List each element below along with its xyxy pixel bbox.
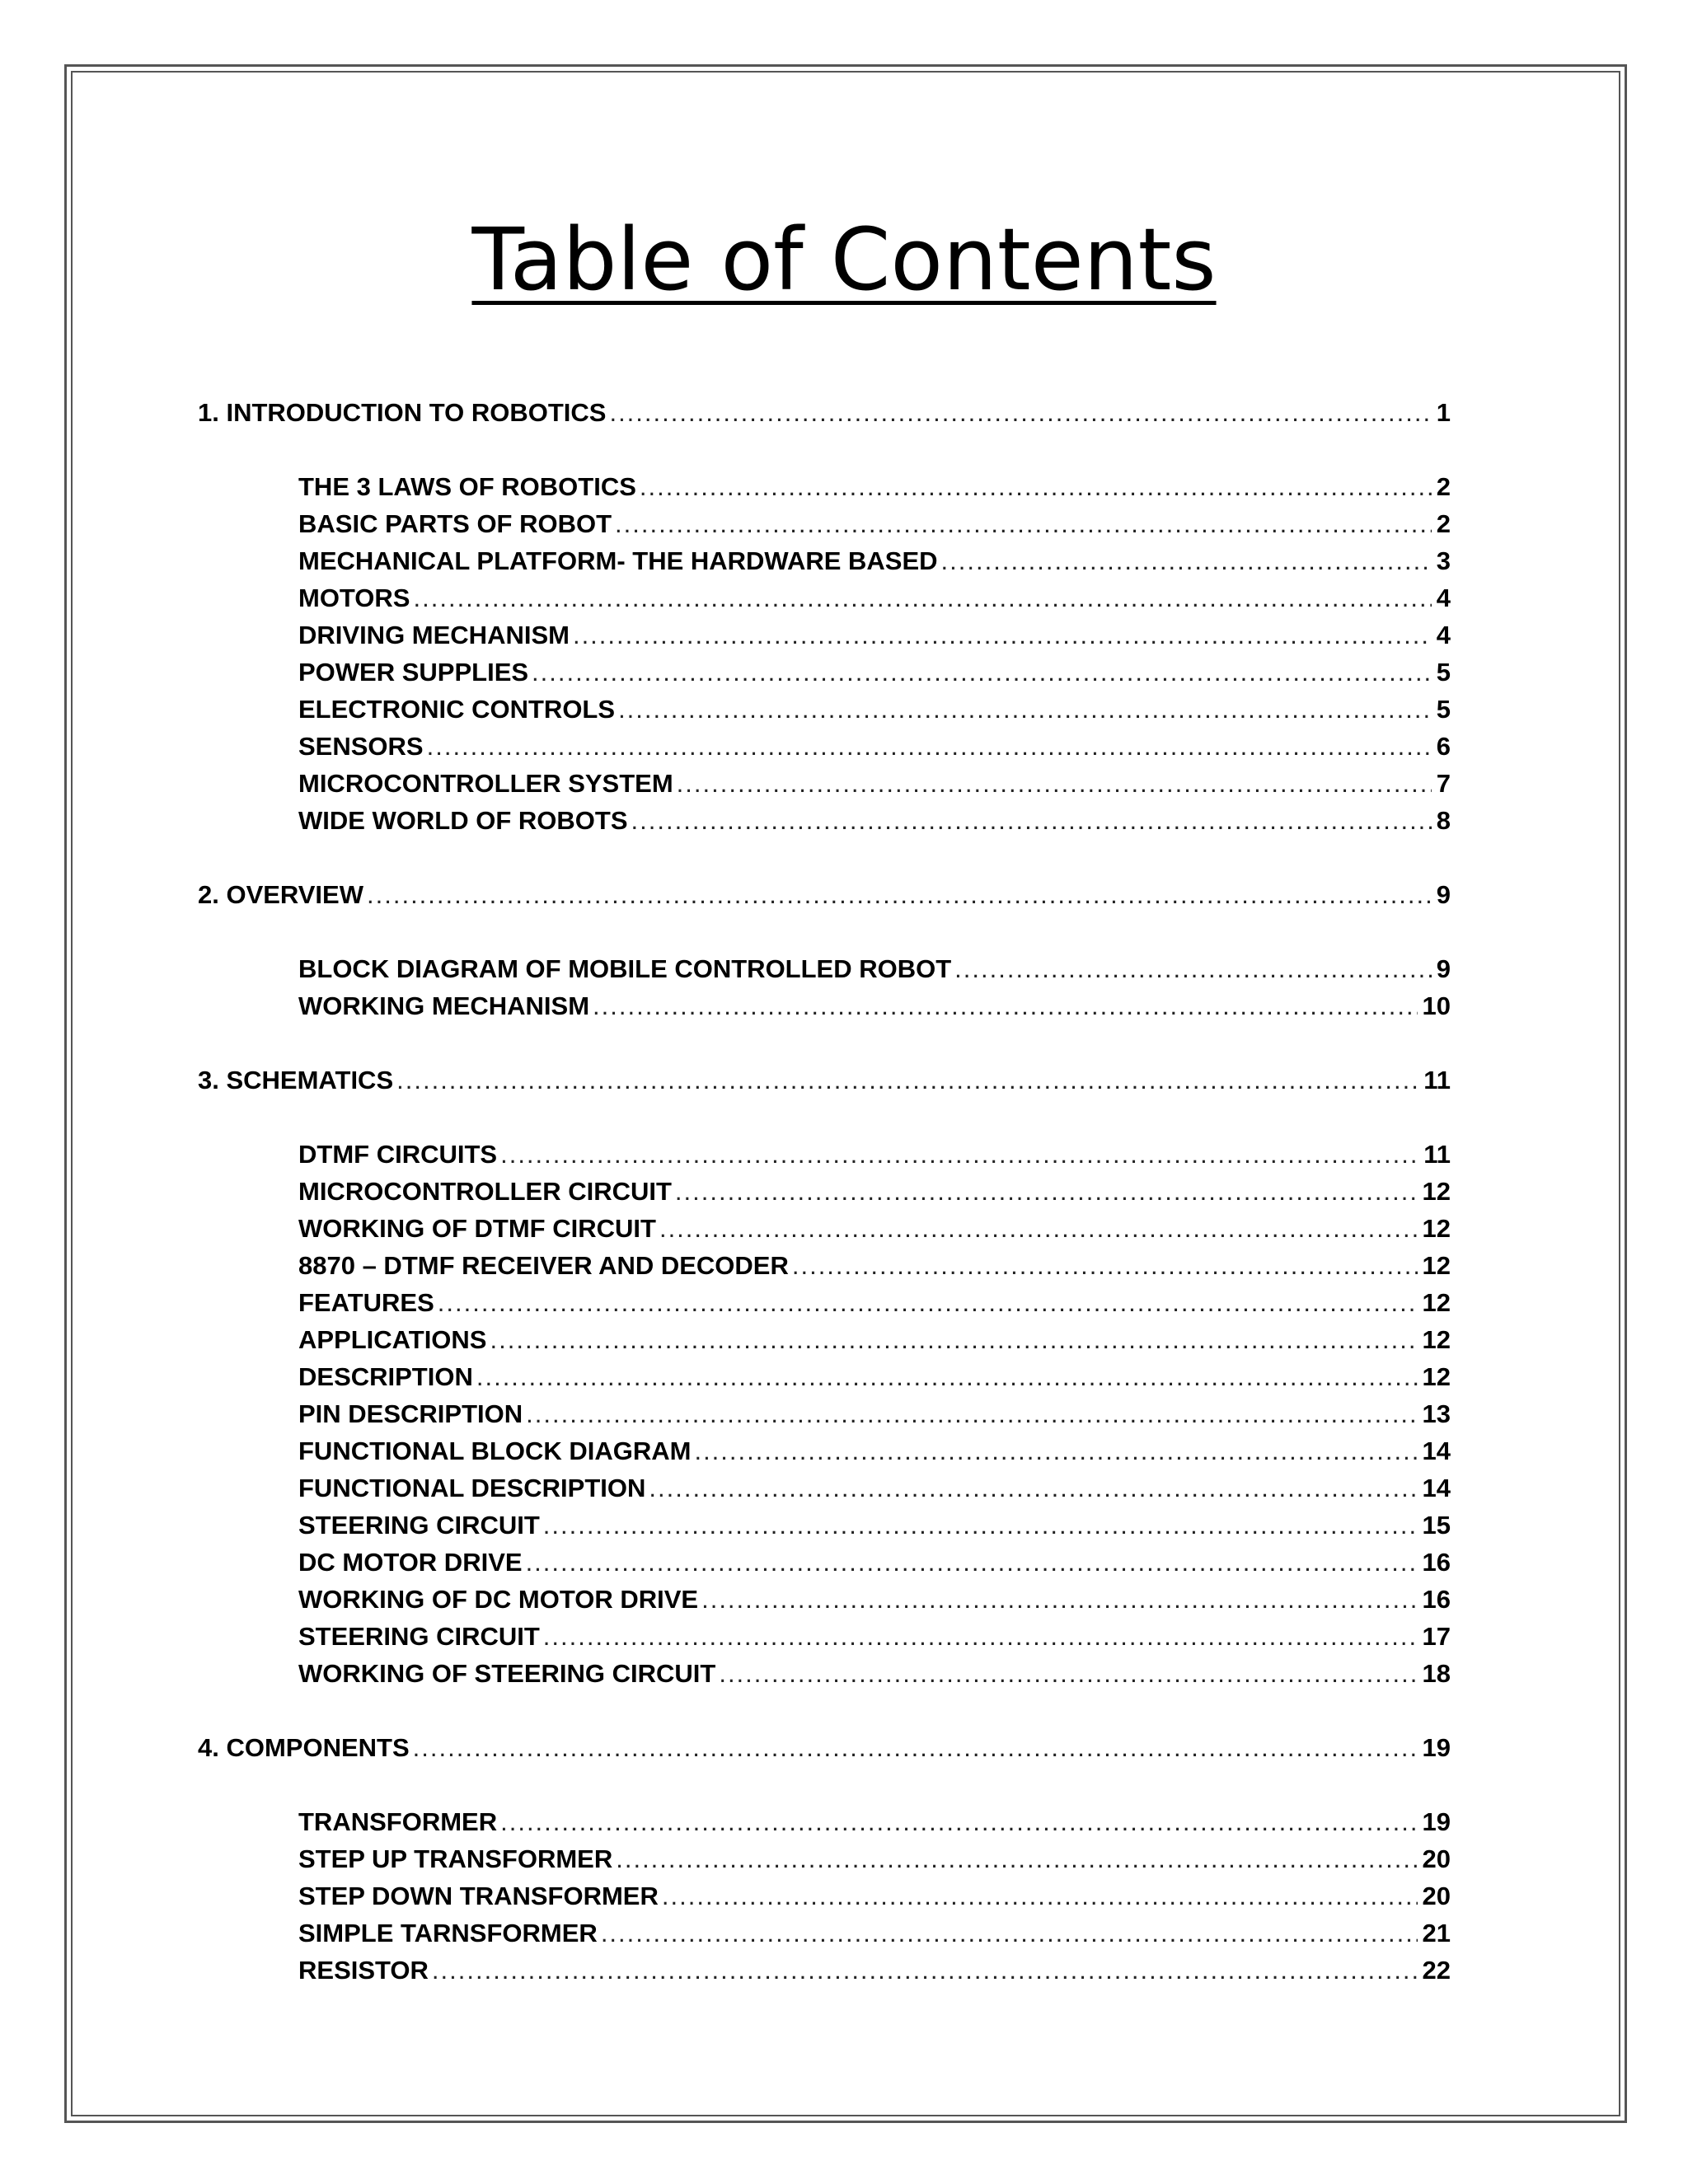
dot-leader xyxy=(490,1321,1418,1358)
dot-leader xyxy=(413,1729,1418,1766)
toc-subsection-entry-label: BASIC PARTS OF ROBOT xyxy=(298,509,612,538)
toc-subsection-entry-page-number: 2 xyxy=(1436,509,1451,538)
section-gap xyxy=(198,431,1451,468)
toc-subsection-entry-label: DRIVING MECHANISM xyxy=(298,621,570,649)
toc-subsection-entry-page-number: 9 xyxy=(1436,954,1451,983)
toc-subsection-entry-label: PIN DESCRIPTION xyxy=(298,1399,523,1428)
toc-subsection-entry[interactable] xyxy=(198,654,1451,691)
toc-section-entry-label: 4. COMPONENTS xyxy=(198,1733,410,1762)
toc-subsection-entry-page-number: 19 xyxy=(1422,1807,1451,1836)
dot-leader xyxy=(427,728,1432,765)
dot-leader xyxy=(396,1062,1418,1099)
toc-subsection-entry[interactable] xyxy=(198,1284,1451,1321)
dot-leader xyxy=(954,950,1432,987)
toc-subsection-entry[interactable] xyxy=(198,1803,1451,1840)
dot-leader xyxy=(616,1840,1417,1877)
dot-leader xyxy=(609,394,1431,431)
dot-leader xyxy=(640,468,1432,505)
dot-leader xyxy=(438,1284,1418,1321)
dot-leader xyxy=(367,876,1432,913)
toc-subsection-entry-label: MICROCONTROLLER CIRCUIT xyxy=(298,1177,672,1206)
dot-leader xyxy=(500,1803,1417,1840)
toc-subsection-entry[interactable] xyxy=(198,728,1451,765)
toc-subsection-entry-label: WORKING MECHANISM xyxy=(298,991,590,1020)
toc-section-entry[interactable] xyxy=(198,1062,1451,1099)
toc-subsection-entry[interactable] xyxy=(198,1655,1451,1692)
toc-section-entry[interactable] xyxy=(198,876,1451,913)
dot-leader xyxy=(677,765,1432,802)
toc-subsection-entry-page-number: 4 xyxy=(1436,583,1451,612)
section-gap xyxy=(198,1024,1451,1062)
dot-leader xyxy=(659,1210,1418,1247)
toc-subsection-entry-page-number: 12 xyxy=(1422,1325,1451,1354)
dot-leader xyxy=(526,1544,1418,1581)
dot-leader xyxy=(532,654,1432,691)
dot-leader xyxy=(662,1877,1418,1915)
toc-subsection-entry[interactable] xyxy=(198,1507,1451,1544)
toc-subsection-entry-page-number: 14 xyxy=(1422,1474,1451,1502)
dot-leader xyxy=(500,1136,1418,1173)
page-title xyxy=(0,206,1688,313)
dot-leader xyxy=(941,542,1432,579)
toc-subsection-entry-page-number: 20 xyxy=(1422,1844,1451,1873)
page-title-text: Table of Contents xyxy=(471,209,1217,310)
toc-subsection-entry[interactable] xyxy=(198,1247,1451,1284)
toc-subsection-entry-page-number: 21 xyxy=(1422,1919,1451,1947)
toc-subsection-entry[interactable] xyxy=(198,1840,1451,1877)
toc-subsection-entry-label: BLOCK DIAGRAM OF MOBILE CONTROLLED ROBOT xyxy=(298,954,952,983)
toc-subsection-entry[interactable] xyxy=(198,1581,1451,1618)
toc-subsection-entry[interactable] xyxy=(198,1321,1451,1358)
toc-subsection-entry[interactable] xyxy=(198,1544,1451,1581)
toc-subsection-entry-label: SENSORS xyxy=(298,732,424,761)
toc-subsection-entry-label: FUNCTIONAL DESCRIPTION xyxy=(298,1474,646,1502)
section-gap xyxy=(198,1099,1451,1136)
toc-subsection-entry-page-number: 20 xyxy=(1422,1882,1451,1910)
toc-subsection-entry[interactable] xyxy=(198,691,1451,728)
toc-subsection-entry[interactable] xyxy=(198,616,1451,654)
toc-subsection-entry[interactable] xyxy=(198,987,1451,1024)
dot-leader xyxy=(476,1358,1418,1395)
toc-subsection-entry-page-number: 11 xyxy=(1423,1140,1451,1169)
toc-subsection-entry-page-number: 16 xyxy=(1422,1585,1451,1614)
toc-subsection-entry-label: POWER SUPPLIES xyxy=(298,658,529,687)
toc-subsection-entry[interactable] xyxy=(198,1173,1451,1210)
toc-section-entry[interactable] xyxy=(198,394,1451,431)
toc-subsection-entry-label: STEP UP TRANSFORMER xyxy=(298,1844,613,1873)
dot-leader xyxy=(414,579,1432,616)
toc-section-entry-label: 3. SCHEMATICS xyxy=(198,1066,394,1094)
toc-subsection-entry-page-number: 16 xyxy=(1422,1548,1451,1577)
toc-subsection-entry[interactable] xyxy=(198,1915,1451,1952)
dot-leader xyxy=(543,1507,1418,1544)
toc-subsection-entry-label: WORKING OF DTMF CIRCUIT xyxy=(298,1214,656,1243)
dot-leader xyxy=(615,505,1432,542)
toc-subsection-entry[interactable] xyxy=(198,1358,1451,1395)
toc-subsection-entry-page-number: 5 xyxy=(1436,658,1451,687)
dot-leader xyxy=(649,1469,1417,1507)
toc-section-entry-label: 1. INTRODUCTION TO ROBOTICS xyxy=(198,398,607,427)
toc-subsection-entry[interactable] xyxy=(198,579,1451,616)
toc-subsection-entry[interactable] xyxy=(198,1877,1451,1915)
toc-subsection-entry-label: APPLICATIONS xyxy=(298,1325,487,1354)
dot-leader xyxy=(601,1915,1418,1952)
toc-subsection-entry-label: WORKING OF DC MOTOR DRIVE xyxy=(298,1585,699,1614)
dot-leader xyxy=(573,616,1432,654)
toc-subsection-entry-page-number: 13 xyxy=(1422,1399,1451,1428)
toc-subsection-entry-label: 8870 – DTMF RECEIVER AND DECODER xyxy=(298,1251,789,1280)
toc-subsection-entry[interactable] xyxy=(198,802,1451,839)
toc-subsection-entry[interactable] xyxy=(198,1469,1451,1507)
toc-subsection-entry-label: DESCRIPTION xyxy=(298,1362,473,1391)
toc-section-entry-label: 2. OVERVIEW xyxy=(198,880,363,909)
toc-subsection-entry-page-number: 2 xyxy=(1436,472,1451,501)
dot-leader xyxy=(618,691,1432,728)
toc-subsection-entry[interactable] xyxy=(198,542,1451,579)
toc-subsection-entry[interactable] xyxy=(198,1136,1451,1173)
toc-subsection-entry-page-number: 12 xyxy=(1422,1177,1451,1206)
toc-subsection-entry[interactable] xyxy=(198,1618,1451,1655)
toc-subsection-entry-page-number: 15 xyxy=(1422,1511,1451,1540)
toc-subsection-entry-label: FUNCTIONAL BLOCK DIAGRAM xyxy=(298,1436,692,1465)
toc-subsection-entry-label: RESISTOR xyxy=(298,1956,429,1985)
toc-subsection-entry-label: WIDE WORLD OF ROBOTS xyxy=(298,806,628,835)
toc-subsection-entry-label: TRANSFORMER xyxy=(298,1807,498,1836)
toc-subsection-entry[interactable] xyxy=(198,1952,1451,1989)
dot-leader xyxy=(701,1581,1417,1618)
toc-subsection-entry-page-number: 22 xyxy=(1422,1956,1451,1985)
toc-subsection-entry-page-number: 18 xyxy=(1422,1659,1451,1688)
section-gap xyxy=(198,1766,1451,1803)
toc-subsection-entry[interactable] xyxy=(198,1210,1451,1247)
toc-subsection-entry-label: STEP DOWN TRANSFORMER xyxy=(298,1882,659,1910)
toc-subsection-entry-page-number: 17 xyxy=(1422,1622,1451,1651)
toc-subsection-entry-label: SIMPLE TARNSFORMER xyxy=(298,1919,598,1947)
toc-subsection-entry-label: FEATURES xyxy=(298,1288,434,1317)
toc-subsection-entry[interactable] xyxy=(198,468,1451,505)
toc-subsection-entry-label: STEERING CIRCUIT xyxy=(298,1511,540,1540)
toc-subsection-entry-label: STEERING CIRCUIT xyxy=(298,1622,540,1651)
toc-subsection-entry-page-number: 12 xyxy=(1422,1288,1451,1317)
dot-leader xyxy=(526,1395,1417,1432)
section-gap xyxy=(198,913,1451,950)
toc-section-entry-page-number: 1 xyxy=(1436,398,1451,427)
dot-leader xyxy=(694,1432,1417,1469)
dot-leader xyxy=(543,1618,1418,1655)
toc-subsection-entry-page-number: 8 xyxy=(1436,806,1451,835)
dot-leader xyxy=(432,1952,1418,1989)
toc-subsection-entry-label: ELECTRONIC CONTROLS xyxy=(298,695,616,724)
dot-leader xyxy=(593,987,1417,1024)
toc-subsection-entry-page-number: 12 xyxy=(1422,1362,1451,1391)
toc-subsection-entry-page-number: 10 xyxy=(1422,991,1451,1020)
toc-subsection-entry-page-number: 12 xyxy=(1422,1251,1451,1280)
dot-leader xyxy=(675,1173,1418,1210)
section-gap xyxy=(198,1692,1451,1729)
toc-subsection-entry-page-number: 12 xyxy=(1422,1214,1451,1243)
dot-leader xyxy=(719,1655,1417,1692)
toc-subsection-entry-page-number: 14 xyxy=(1422,1436,1451,1465)
toc-subsection-entry-page-number: 7 xyxy=(1436,769,1451,798)
toc-subsection-entry[interactable] xyxy=(198,1395,1451,1432)
toc-subsection-entry[interactable] xyxy=(198,505,1451,542)
toc-subsection-entry-label: MECHANICAL PLATFORM- THE HARDWARE BASED xyxy=(298,546,938,575)
dot-leader xyxy=(631,802,1432,839)
toc-subsection-entry-label: MOTORS xyxy=(298,583,410,612)
toc-subsection-entry-label: WORKING OF STEERING CIRCUIT xyxy=(298,1659,716,1688)
toc-subsection-entry-label: MICROCONTROLLER SYSTEM xyxy=(298,769,673,798)
toc-subsection-entry-page-number: 5 xyxy=(1436,695,1451,724)
toc-section-entry[interactable] xyxy=(198,1729,1451,1766)
dot-leader xyxy=(792,1247,1418,1284)
toc-subsection-entry-label: DTMF CIRCUITS xyxy=(298,1140,498,1169)
table-of-contents xyxy=(198,394,1451,1989)
toc-section-entry-page-number: 9 xyxy=(1436,880,1451,909)
section-gap xyxy=(198,839,1451,876)
toc-section-entry-page-number: 11 xyxy=(1423,1066,1451,1094)
toc-subsection-entry-page-number: 3 xyxy=(1436,546,1451,575)
toc-subsection-entry-page-number: 4 xyxy=(1436,621,1451,649)
toc-subsection-entry[interactable] xyxy=(198,765,1451,802)
toc-subsection-entry-label: DC MOTOR DRIVE xyxy=(298,1548,523,1577)
toc-subsection-entry[interactable] xyxy=(198,950,1451,987)
toc-section-entry-page-number: 19 xyxy=(1422,1733,1451,1762)
toc-subsection-entry-label: THE 3 LAWS OF ROBOTICS xyxy=(298,472,636,501)
toc-subsection-entry[interactable] xyxy=(198,1432,1451,1469)
toc-subsection-entry-page-number: 6 xyxy=(1436,732,1451,761)
